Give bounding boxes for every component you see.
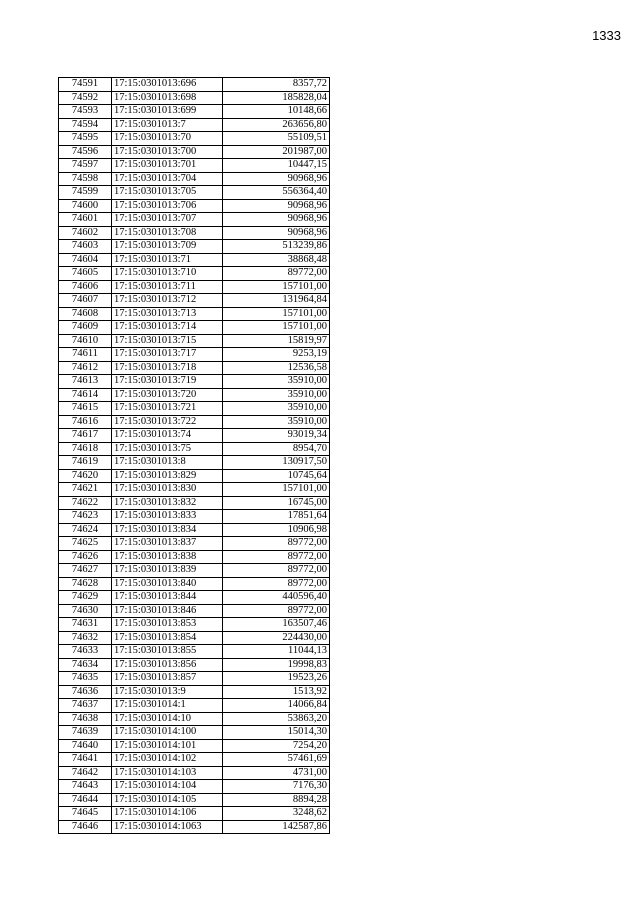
cadastral-number: 17:15:0301013:710 — [112, 267, 223, 281]
table-row — [59, 78, 330, 92]
table-row — [59, 645, 330, 659]
cadastral-number: 17:15:0301013:698 — [112, 91, 223, 105]
cadastral-number: 17:15:0301013:708 — [112, 226, 223, 240]
cadastral-number: 17:15:0301013:714 — [112, 321, 223, 335]
row-number: 74637 — [59, 699, 112, 713]
table-row — [59, 402, 330, 416]
row-number: 74603 — [59, 240, 112, 254]
cadastral-value: 89772,00 — [223, 564, 330, 578]
cadastral-number: 17:15:0301013:705 — [112, 186, 223, 200]
row-number: 74609 — [59, 321, 112, 335]
table-row — [59, 456, 330, 470]
table-row — [59, 618, 330, 632]
cadastral-value: 8357,72 — [223, 78, 330, 92]
row-number: 74595 — [59, 132, 112, 146]
row-number: 74614 — [59, 388, 112, 402]
row-number: 74600 — [59, 199, 112, 213]
cadastral-value: 3248,62 — [223, 807, 330, 821]
row-number: 74627 — [59, 564, 112, 578]
cadastral-number: 17:15:0301013:711 — [112, 280, 223, 294]
cadastral-number: 17:15:0301013:715 — [112, 334, 223, 348]
row-number: 74591 — [59, 78, 112, 92]
cadastral-number: 17:15:0301013:71 — [112, 253, 223, 267]
cadastral-value: 89772,00 — [223, 537, 330, 551]
table-row — [59, 712, 330, 726]
table-row — [59, 685, 330, 699]
cadastral-value: 163507,46 — [223, 618, 330, 632]
cadastral-number: 17:15:0301013:8 — [112, 456, 223, 470]
cadastral-value: 556364,40 — [223, 186, 330, 200]
cadastral-value: 9253,19 — [223, 348, 330, 362]
cadastral-value: 157101,00 — [223, 307, 330, 321]
cadastral-value: 130917,50 — [223, 456, 330, 470]
table-row — [59, 604, 330, 618]
cadastral-number: 17:15:0301013:839 — [112, 564, 223, 578]
table-row — [59, 658, 330, 672]
cadastral-value: 35910,00 — [223, 415, 330, 429]
row-number: 74602 — [59, 226, 112, 240]
cadastral-value: 89772,00 — [223, 577, 330, 591]
row-number: 74644 — [59, 793, 112, 807]
table-row — [59, 577, 330, 591]
table-row — [59, 334, 330, 348]
cadastral-value: 35910,00 — [223, 402, 330, 416]
cadastral-value: 89772,00 — [223, 604, 330, 618]
cadastral-number: 17:15:0301013:854 — [112, 631, 223, 645]
cadastral-value: 90968,96 — [223, 213, 330, 227]
cadastral-value: 201987,00 — [223, 145, 330, 159]
table-body — [59, 78, 330, 834]
cadastral-value: 1513,92 — [223, 685, 330, 699]
cadastral-value: 4731,00 — [223, 766, 330, 780]
cadastral-number: 17:15:0301013:707 — [112, 213, 223, 227]
row-number: 74640 — [59, 739, 112, 753]
cadastral-number: 17:15:0301013:840 — [112, 577, 223, 591]
cadastral-number: 17:15:0301014:10 — [112, 712, 223, 726]
cadastral-value: 157101,00 — [223, 321, 330, 335]
table-row — [59, 199, 330, 213]
row-number: 74608 — [59, 307, 112, 321]
cadastral-value: 11044,13 — [223, 645, 330, 659]
cadastral-number: 17:15:0301014:1 — [112, 699, 223, 713]
table-row — [59, 105, 330, 119]
table-row — [59, 294, 330, 308]
row-number: 74631 — [59, 618, 112, 632]
cadastral-value: 16745,00 — [223, 496, 330, 510]
table-row — [59, 375, 330, 389]
cadastral-value: 263656,80 — [223, 118, 330, 132]
cadastral-value: 7176,30 — [223, 780, 330, 794]
cadastral-value: 53863,20 — [223, 712, 330, 726]
row-number: 74601 — [59, 213, 112, 227]
table-row — [59, 496, 330, 510]
row-number: 74613 — [59, 375, 112, 389]
row-number: 74606 — [59, 280, 112, 294]
table-row — [59, 510, 330, 524]
row-number: 74604 — [59, 253, 112, 267]
row-number: 74592 — [59, 91, 112, 105]
table-row — [59, 780, 330, 794]
row-number: 74623 — [59, 510, 112, 524]
row-number: 74619 — [59, 456, 112, 470]
row-number: 74629 — [59, 591, 112, 605]
row-number: 74598 — [59, 172, 112, 186]
table-row — [59, 159, 330, 173]
table-row — [59, 550, 330, 564]
table-row — [59, 739, 330, 753]
table-row — [59, 483, 330, 497]
row-number: 74639 — [59, 726, 112, 740]
page-number: 1333 — [592, 28, 621, 43]
table-row — [59, 699, 330, 713]
cadastral-number: 17:15:0301013:718 — [112, 361, 223, 375]
cadastral-number: 17:15:0301013:721 — [112, 402, 223, 416]
cadastral-value: 93019,34 — [223, 429, 330, 443]
cadastral-number: 17:15:0301014:105 — [112, 793, 223, 807]
cadastral-number: 17:15:0301014:106 — [112, 807, 223, 821]
table-row — [59, 672, 330, 686]
row-number: 74596 — [59, 145, 112, 159]
table-row — [59, 469, 330, 483]
cadastral-number: 17:15:0301013:833 — [112, 510, 223, 524]
table-row — [59, 415, 330, 429]
table-row — [59, 523, 330, 537]
cadastral-value: 15819,97 — [223, 334, 330, 348]
row-number: 74633 — [59, 645, 112, 659]
cadastral-number: 17:15:0301013:70 — [112, 132, 223, 146]
cadastral-number: 17:15:0301013:709 — [112, 240, 223, 254]
row-number: 74620 — [59, 469, 112, 483]
cadastral-value: 157101,00 — [223, 483, 330, 497]
cadastral-value: 142587,86 — [223, 820, 330, 834]
cadastral-number: 17:15:0301014:101 — [112, 739, 223, 753]
table-row — [59, 186, 330, 200]
table-row — [59, 807, 330, 821]
row-number: 74593 — [59, 105, 112, 119]
row-number: 74622 — [59, 496, 112, 510]
row-number: 74599 — [59, 186, 112, 200]
cadastral-value: 440596,40 — [223, 591, 330, 605]
cadastral-value: 38868,48 — [223, 253, 330, 267]
cadastral-value: 10148,66 — [223, 105, 330, 119]
row-number: 74611 — [59, 348, 112, 362]
cadastral-number: 17:15:0301013:834 — [112, 523, 223, 537]
cadastral-value: 90968,96 — [223, 199, 330, 213]
cadastral-number: 17:15:0301013:74 — [112, 429, 223, 443]
cadastral-number: 17:15:0301013:844 — [112, 591, 223, 605]
cadastral-number: 17:15:0301013:7 — [112, 118, 223, 132]
cadastral-value: 19523,26 — [223, 672, 330, 686]
cadastral-value: 10447,15 — [223, 159, 330, 173]
row-number: 74638 — [59, 712, 112, 726]
table-row — [59, 591, 330, 605]
cadastral-value: 157101,00 — [223, 280, 330, 294]
cadastral-value: 513239,86 — [223, 240, 330, 254]
cadastral-number: 17:15:0301013:696 — [112, 78, 223, 92]
cadastral-number: 17:15:0301013:720 — [112, 388, 223, 402]
table-row — [59, 442, 330, 456]
row-number: 74628 — [59, 577, 112, 591]
row-number: 74630 — [59, 604, 112, 618]
cadastral-number: 17:15:0301013:722 — [112, 415, 223, 429]
table-row — [59, 213, 330, 227]
table-row — [59, 726, 330, 740]
cadastral-value: 10906,98 — [223, 523, 330, 537]
cadastral-number: 17:15:0301013:832 — [112, 496, 223, 510]
cadastral-number: 17:15:0301013:855 — [112, 645, 223, 659]
cadastral-number: 17:15:0301013:699 — [112, 105, 223, 119]
table-row — [59, 91, 330, 105]
cadastral-number: 17:15:0301013:857 — [112, 672, 223, 686]
row-number: 74641 — [59, 753, 112, 767]
row-number: 74607 — [59, 294, 112, 308]
table-row — [59, 766, 330, 780]
table-row — [59, 226, 330, 240]
cadastral-value: 89772,00 — [223, 267, 330, 281]
row-number: 74625 — [59, 537, 112, 551]
row-number: 74626 — [59, 550, 112, 564]
cadastral-value: 8894,28 — [223, 793, 330, 807]
row-number: 74618 — [59, 442, 112, 456]
cadastral-value: 10745,64 — [223, 469, 330, 483]
row-number: 74612 — [59, 361, 112, 375]
cadastral-number: 17:15:0301014:104 — [112, 780, 223, 794]
cadastral-number: 17:15:0301013:856 — [112, 658, 223, 672]
row-number: 74643 — [59, 780, 112, 794]
table-row — [59, 793, 330, 807]
table-row — [59, 537, 330, 551]
cadastral-value: 89772,00 — [223, 550, 330, 564]
cadastral-number: 17:15:0301013:838 — [112, 550, 223, 564]
row-number: 74634 — [59, 658, 112, 672]
row-number: 74635 — [59, 672, 112, 686]
cadastral-value: 57461,69 — [223, 753, 330, 767]
cadastral-number: 17:15:0301013:837 — [112, 537, 223, 551]
row-number: 74646 — [59, 820, 112, 834]
row-number: 74642 — [59, 766, 112, 780]
table-row — [59, 429, 330, 443]
table-row — [59, 321, 330, 335]
table-row — [59, 132, 330, 146]
table-row — [59, 253, 330, 267]
cadastral-number: 17:15:0301013:830 — [112, 483, 223, 497]
row-number: 74621 — [59, 483, 112, 497]
table-row — [59, 307, 330, 321]
table-row — [59, 564, 330, 578]
cadastral-number: 17:15:0301013:719 — [112, 375, 223, 389]
row-number: 74645 — [59, 807, 112, 821]
row-number: 74632 — [59, 631, 112, 645]
table-row — [59, 361, 330, 375]
row-number: 74610 — [59, 334, 112, 348]
cadastral-number: 17:15:0301014:103 — [112, 766, 223, 780]
cadastral-value-table — [58, 77, 330, 834]
cadastral-value: 17851,64 — [223, 510, 330, 524]
cadastral-number: 17:15:0301014:100 — [112, 726, 223, 740]
cadastral-number: 17:15:0301013:713 — [112, 307, 223, 321]
cadastral-value: 35910,00 — [223, 375, 330, 389]
row-number: 74597 — [59, 159, 112, 173]
cadastral-number: 17:15:0301014:102 — [112, 753, 223, 767]
table-row — [59, 172, 330, 186]
table-row — [59, 240, 330, 254]
cadastral-number: 17:15:0301013:717 — [112, 348, 223, 362]
cadastral-value: 14066,84 — [223, 699, 330, 713]
cadastral-number: 17:15:0301013:712 — [112, 294, 223, 308]
cadastral-number: 17:15:0301013:700 — [112, 145, 223, 159]
row-number: 74615 — [59, 402, 112, 416]
cadastral-value: 7254,20 — [223, 739, 330, 753]
table-row — [59, 631, 330, 645]
cadastral-value: 90968,96 — [223, 226, 330, 240]
cadastral-value: 224430,00 — [223, 631, 330, 645]
row-number: 74616 — [59, 415, 112, 429]
cadastral-number: 17:15:0301013:75 — [112, 442, 223, 456]
row-number: 74605 — [59, 267, 112, 281]
cadastral-value: 90968,96 — [223, 172, 330, 186]
table-row — [59, 145, 330, 159]
cadastral-value: 185828,04 — [223, 91, 330, 105]
cadastral-value: 19998,83 — [223, 658, 330, 672]
cadastral-number: 17:15:0301013:829 — [112, 469, 223, 483]
table-row — [59, 280, 330, 294]
row-number: 74636 — [59, 685, 112, 699]
row-number: 74617 — [59, 429, 112, 443]
row-number: 74624 — [59, 523, 112, 537]
table-row — [59, 388, 330, 402]
cadastral-number: 17:15:0301013:9 — [112, 685, 223, 699]
cadastral-value: 12536,58 — [223, 361, 330, 375]
cadastral-value: 8954,70 — [223, 442, 330, 456]
cadastral-value: 15014,30 — [223, 726, 330, 740]
table-row — [59, 118, 330, 132]
table-row — [59, 753, 330, 767]
cadastral-value: 55109,51 — [223, 132, 330, 146]
table-row — [59, 348, 330, 362]
cadastral-value: 35910,00 — [223, 388, 330, 402]
cadastral-value: 131964,84 — [223, 294, 330, 308]
cadastral-number: 17:15:0301013:853 — [112, 618, 223, 632]
cadastral-number: 17:15:0301013:706 — [112, 199, 223, 213]
table-row — [59, 267, 330, 281]
cadastral-number: 17:15:0301013:846 — [112, 604, 223, 618]
cadastral-number: 17:15:0301014:1063 — [112, 820, 223, 834]
cadastral-number: 17:15:0301013:704 — [112, 172, 223, 186]
table-row — [59, 820, 330, 834]
cadastral-number: 17:15:0301013:701 — [112, 159, 223, 173]
row-number: 74594 — [59, 118, 112, 132]
